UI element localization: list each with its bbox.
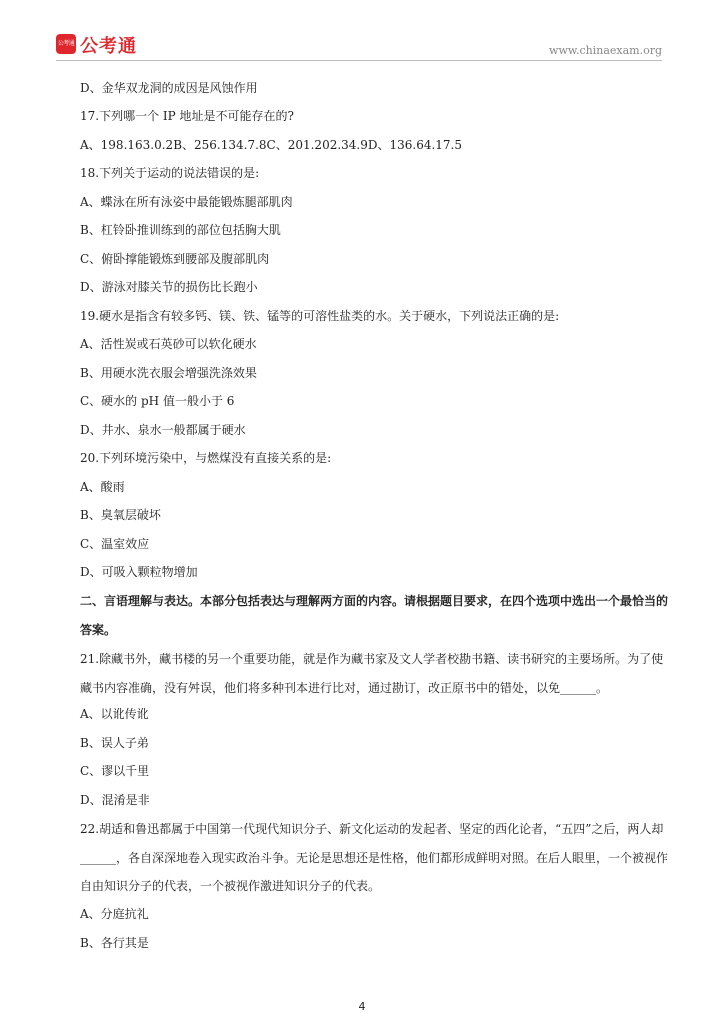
question-21-stem: 21.除藏书外，藏书楼的另一个重要功能，就是作为藏书家及文人学者校勘书籍、读书研究的主要场所。为了使藏书内容准确，没有舛误，他们将多种刊本进行比对，通过勘订，改正原书中的错处，以免______。 [80, 652, 664, 695]
option-line: D、井水、泉水一般都属于硬水 [80, 423, 246, 437]
option-line: A、分庭抗礼 [80, 907, 149, 921]
option-line: C、谬以千里 [80, 764, 150, 778]
option-line: B、误人子弟 [80, 736, 149, 750]
option-line: A、198.163.0.2B、256.134.7.8C、201.202.34.9D、136.64.17.5 [80, 138, 463, 152]
option-line: B、臭氧层破坏 [80, 508, 161, 522]
question-line: 18.下列关于运动的说法错误的是: [80, 166, 260, 180]
question-line: 19.硬水是指含有较多钙、镁、铁、锰等的可溶性盐类的水。关于硬水，下列说法正确的是: [80, 309, 560, 323]
option-line: D、金华双龙洞的成因是风蚀作用 [80, 81, 258, 95]
option-line: D、混淆是非 [80, 793, 150, 807]
question-line: 20.下列环境污染中，与燃煤没有直接关系的是: [80, 451, 332, 465]
question-22-stem: 22.胡适和鲁迅都属于中国第一代现代知识分子、新文化运动的发起者、坚定的西化论者，“五四”之后，两人却______，各自深深地卷入现实政治斗争。无论是思想还是性格，他们都形成鲜明对照。在后人眼里，一个被视作自由知识分子的代表，一个被视作激进知识分子的代表。 [80, 822, 669, 893]
logo-badge-icon: 公考通 [56, 34, 76, 54]
option-line: A、蝶泳在所有泳姿中最能锻炼腿部肌肉 [80, 195, 293, 209]
site-url: www.chinaexam.org [549, 44, 662, 57]
logo-text: 公考通 [80, 36, 137, 57]
page-header [0, 0, 724, 62]
option-line: A、酸雨 [80, 480, 125, 494]
option-line: B、各行其是 [80, 936, 149, 950]
page-number: 4 [358, 1000, 366, 1013]
header-divider [56, 60, 662, 61]
option-line: B、用硬水洗衣服会增强洗涤效果 [80, 366, 257, 380]
option-line: A、活性炭或石英砂可以软化硬水 [80, 337, 257, 351]
question-line: 17.下列哪一个 IP 地址是不可能存在的? [80, 109, 294, 123]
option-line: C、硬水的 pH 值一般小于 6 [80, 394, 235, 408]
section-heading: 二、言语理解与表达。本部分包括表达与理解两方面的内容。请根据题目要求，在四个选项中选出一个最恰当的答案。 [80, 594, 669, 637]
option-line: B、杠铃卧推训练到的部位包括胸大肌 [80, 223, 281, 237]
option-line: D、可吸入颗粒物增加 [80, 565, 198, 579]
option-line: A、以讹传讹 [80, 707, 149, 721]
option-line: C、俯卧撑能锻炼到腰部及腹部肌肉 [80, 252, 270, 266]
option-line: D、游泳对膝关节的损伤比长跑小 [80, 280, 258, 294]
option-line: C、温室效应 [80, 537, 150, 551]
